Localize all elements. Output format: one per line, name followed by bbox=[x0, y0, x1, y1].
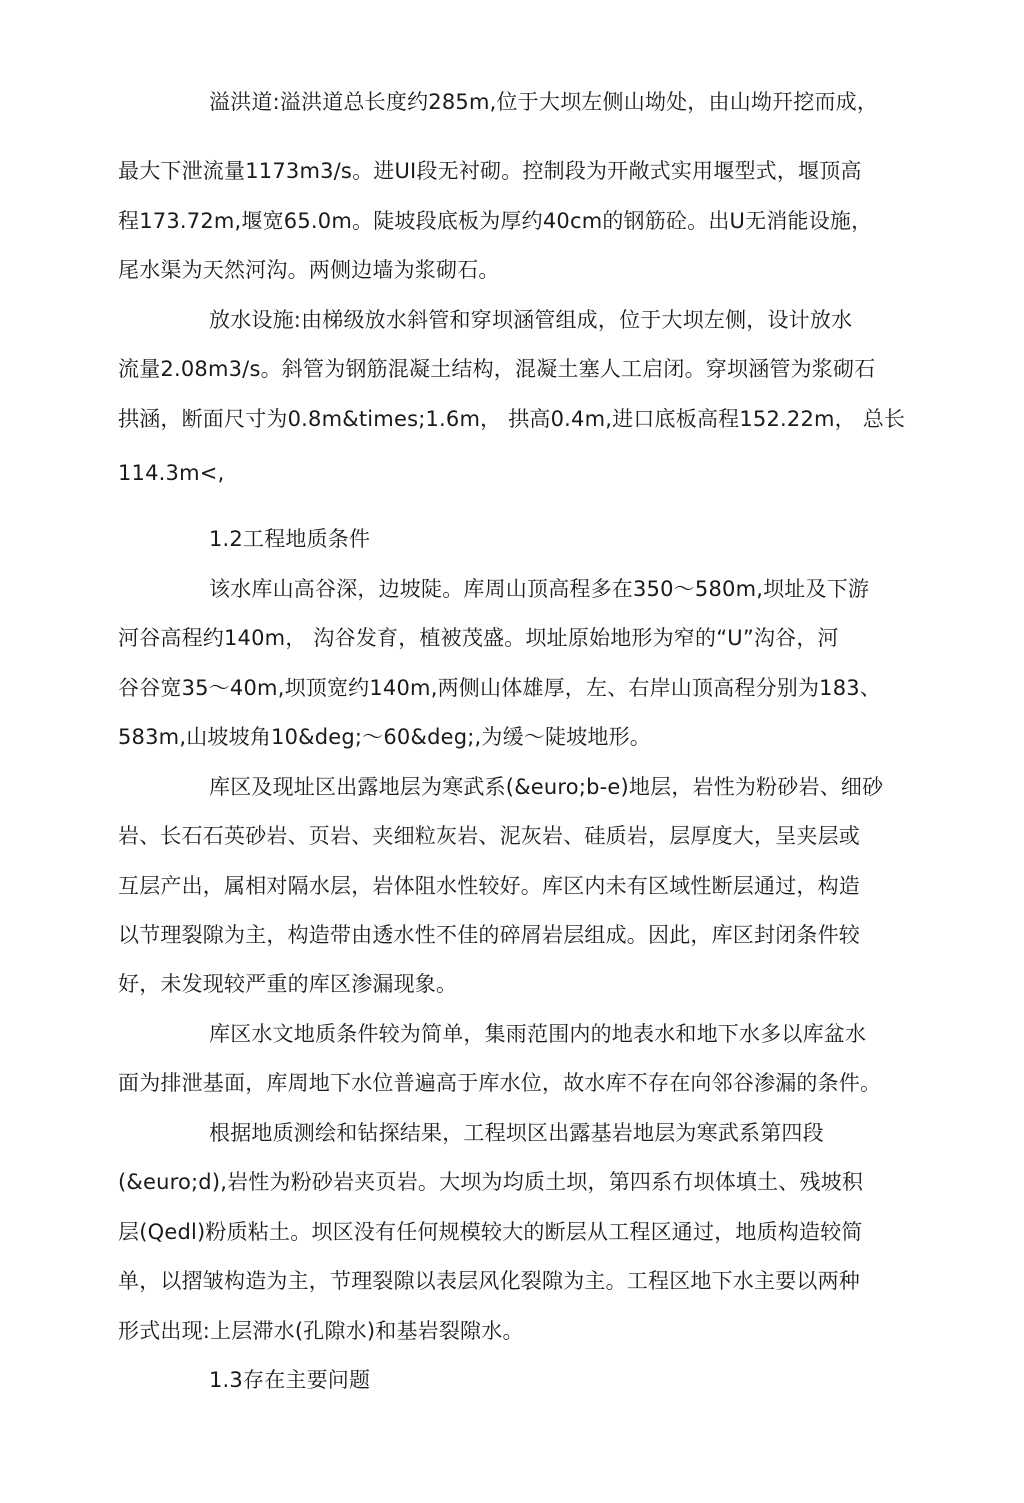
dam-geology-paragraph-line-5: 形式出现:上层滞水(孔隙水)和基岩裂隙水。 bbox=[118, 1319, 524, 1343]
strata-paragraph-line-4: 以节理裂隙为主，构造带由透水性不佳的碎屑岩层组成。因此，库区封闭条件较 bbox=[118, 923, 860, 947]
geology-paragraph-line-2: 河谷高程约140m， 沟谷发育，植被茂盛。坝址原始地形为窄的“U”沟谷，河 bbox=[118, 626, 839, 650]
hydrogeology-paragraph-line-2: 面为排泄基面，库周地下水位普遍高于库水位，故水库不存在向邻谷渗漏的条件。 bbox=[118, 1071, 882, 1095]
dam-geology-paragraph-line-3: 层(Qedl)粉质粘土。坝区没有任何规模较大的断层从工程区通过，地质构造较简 bbox=[118, 1220, 863, 1244]
geology-paragraph-line-1: 该水库山高谷深，边坡陡。库周山顶高程多在350～580m,坝址及下游 bbox=[209, 577, 870, 601]
strata-paragraph-line-1: 库区及现址区出露地层为寒武系(&euro;b-e)地层，岩性为粉砂岩、细砂 bbox=[209, 775, 884, 799]
spillway-paragraph-line-4: 尾水渠为天然河沟。两侧边墙为浆砌石。 bbox=[118, 258, 500, 282]
hydrogeology-paragraph-line-1: 库区水文地质条件较为简单，集雨范围内的地表水和地下水多以库盆水 bbox=[209, 1022, 867, 1046]
strata-paragraph-line-5: 好，未发现较严重的库区渗漏现象。 bbox=[118, 972, 458, 996]
section-heading-problems: 1.3存在主要问题 bbox=[209, 1368, 371, 1392]
dam-geology-paragraph-line-1: 根据地质测绘和钻探结果，工程坝区出露基岩地层为寒武系第四段 bbox=[209, 1121, 824, 1145]
geology-paragraph-line-3: 谷谷宽35～40m,坝顶宽约140m,两侧山体雄厚，左、右岸山顶高程分别为183、 bbox=[118, 676, 882, 700]
dam-geology-paragraph-line-2: (&euro;d),岩性为粉砂岩夹页岩。大坝为均质土坝，第四系冇坝体填土、残坡积 bbox=[118, 1170, 864, 1194]
geology-paragraph-line-4: 583m,山坡坡角10&deg;～60&deg;,为缓～陡坡地形。 bbox=[118, 725, 651, 749]
spillway-paragraph-line-3: 程173.72m,堰宽65.0m。陡坡段底板为厚约40cm的钢筋砼。出U无消能设施， bbox=[118, 209, 873, 233]
outlet-paragraph-line-2: 流量2.08m3/s。斜管为钢筋混凝土结构，混凝土塞人工启闭。穿坝涵管为浆砌石 bbox=[118, 357, 876, 381]
section-heading-geology: 1.2工程地质条件 bbox=[209, 527, 371, 551]
strata-paragraph-line-3: 互层产出，属相对隔水层，岩体阻水性较好。库区内未有区域性断层通过，构造 bbox=[118, 874, 860, 898]
outlet-paragraph-line-1: 放水设施:由梯级放水斜管和穿坝涵管组成，位于大坝左侧，设计放水 bbox=[209, 308, 853, 332]
spillway-paragraph-line-1: 溢洪道:溢洪道总长度约285m,位于大坝左侧山坳处，由山坳幵挖而成， bbox=[209, 90, 879, 114]
spillway-paragraph-line-2: 最大下泄流量1173m3/s。进UI段无衬砌。控制段为开敞式实用堰型式，堰顶高 bbox=[118, 159, 862, 183]
outlet-paragraph-line-3: 拱涵，断面尺寸为0.8m&times;1.6m， 拱高0.4m,进口底板高程152.22m， 总长 bbox=[118, 407, 906, 431]
strata-paragraph-line-2: 岩、长石石英砂岩、页岩、夹细粒灰岩、泥灰岩、硅质岩，层厚度大，呈夹层或 bbox=[118, 824, 860, 848]
dam-geology-paragraph-line-4: 单，以摺皱构造为主，节理裂隙以表层风化裂隙为主。工程区地下水主要以两种 bbox=[118, 1269, 860, 1293]
outlet-paragraph-line-4: 114.3m<, bbox=[118, 461, 225, 485]
